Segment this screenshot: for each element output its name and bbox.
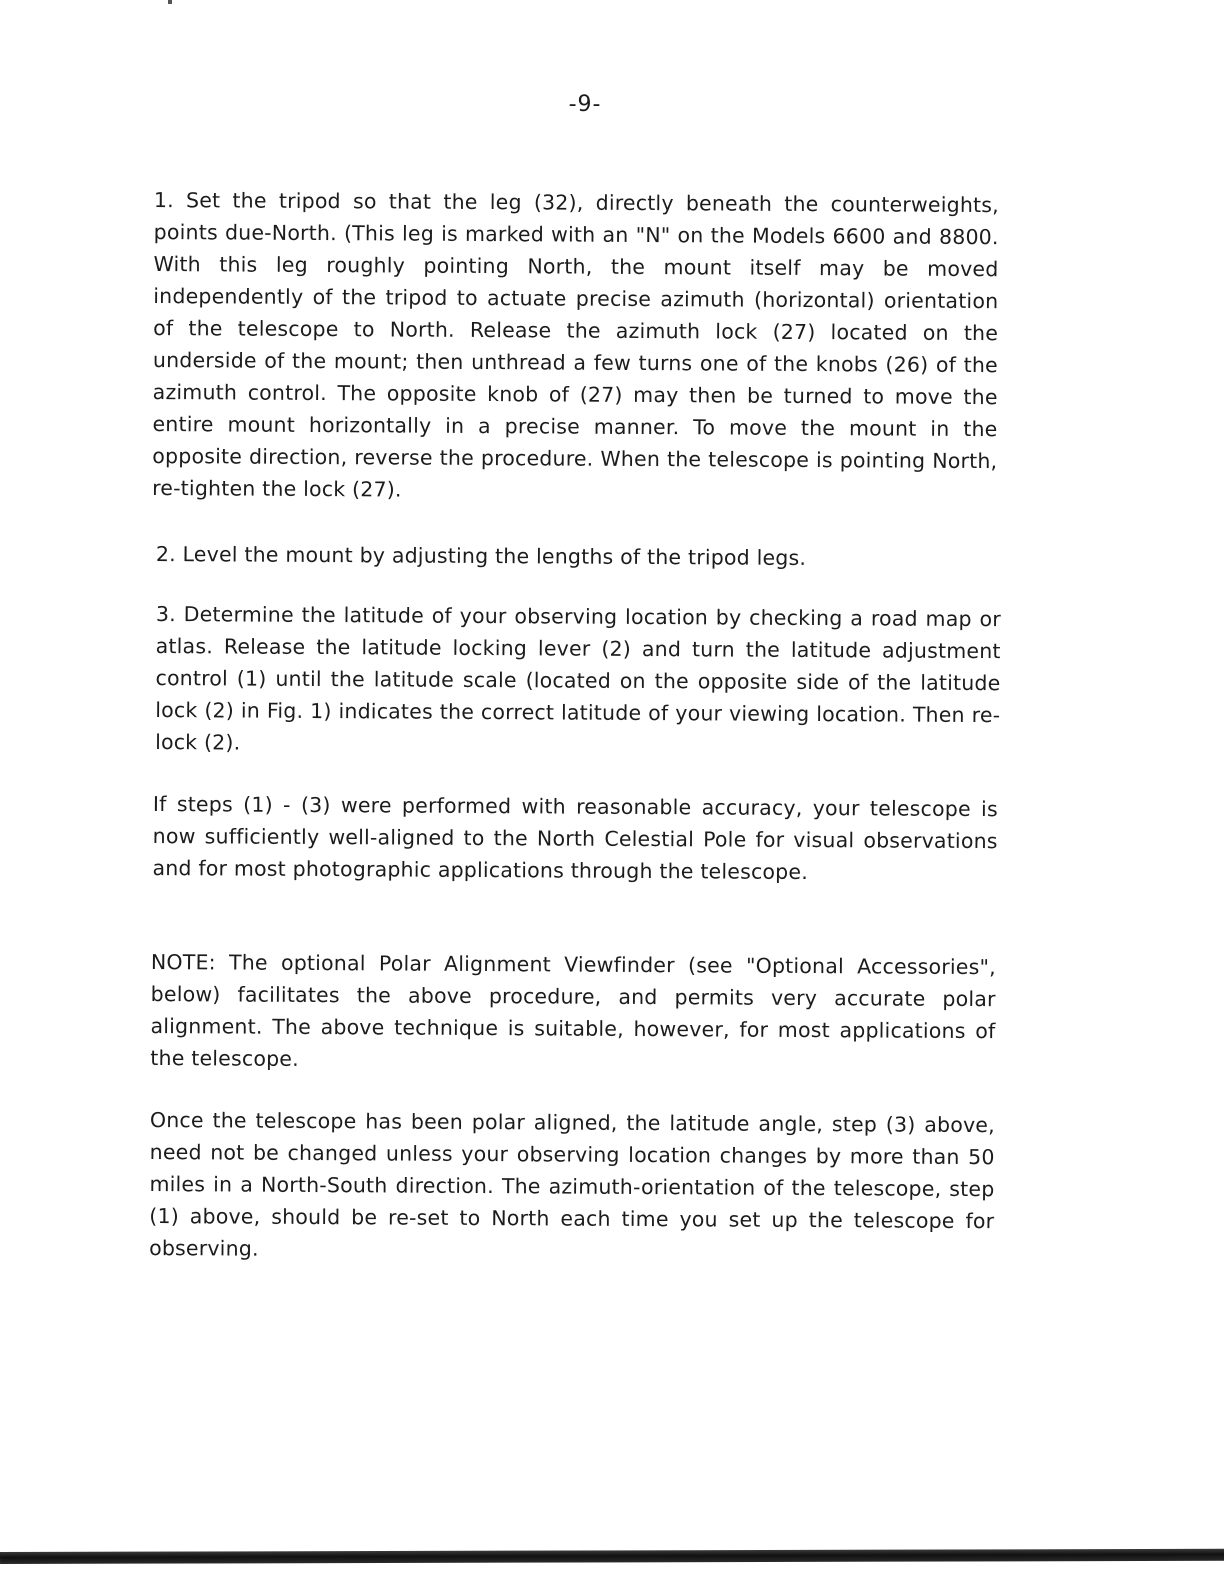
- paragraph-viewfinder-note: NOTE: The optional Polar Alignment Viewfinder (see "Optional Accessories", below) facilitates the above procedure, and permits very accurate polar alignment. The above technique is suitable, however, for most applications of the telescope.: [150, 949, 996, 1071]
- scan-speck: [168, 0, 172, 4]
- paragraph-polar-aligned: Once the telescope has been polar aligned, the latitude angle, step (3) above, need not be changed unless your observing location changes by more than 50 miles in a North-South direction. The azimuth-orientation of the telescope, step (1) above, should be re-set to North each time you set up the telescope for observing.: [149, 1107, 995, 1261]
- paragraph-step-3: 3. Determine the latitude of your observing location by checking a road map or atlas. Release the latitude locking lever (2) and turn the latitude adjustment control (1) until the latitude scale (located on the opposite side of the latitude lock (2) in Fig. 1) indicates the correct latitude of your viewing location. Then re-lock (2).: [155, 601, 1001, 755]
- paragraph-step-2: 2. Level the mount by adjusting the lengths of the tripod legs.: [155, 541, 807, 570]
- scan-border-bar: [0, 1549, 1224, 1564]
- paragraph-step-1: 1. Set the tripod so that the leg (32), directly beneath the counterweights, points due-North. (This leg is marked with an "N" on the Models 6600 and 8800. With this leg roughly pointing North, the mount itself may be moved independently of the tripod to actuate precise azimuth (horizontal) orientation of the telescope to North. Release the azimuth lock (27) located on the underside of the mount; then unthread a few turns one of the knobs (26) of the azimuth control. The opposite knob of (27) may then be turned to move the entire mount horizontally in a precise manner. To move the mount in the opposite direction, reverse the procedure. When the telescope is pointing North, re-tighten the lock (27).: [152, 187, 999, 502]
- page-bottom-margin: [0, 1564, 1224, 1584]
- paragraph-accuracy-note: If steps (1) - (3) were performed with reasonable accuracy, your telescope is now sufficiently well-aligned to the North Celestial Pole for visual observations and for most photographic applications through the telescope.: [152, 791, 998, 885]
- page-number: -9-: [568, 92, 602, 117]
